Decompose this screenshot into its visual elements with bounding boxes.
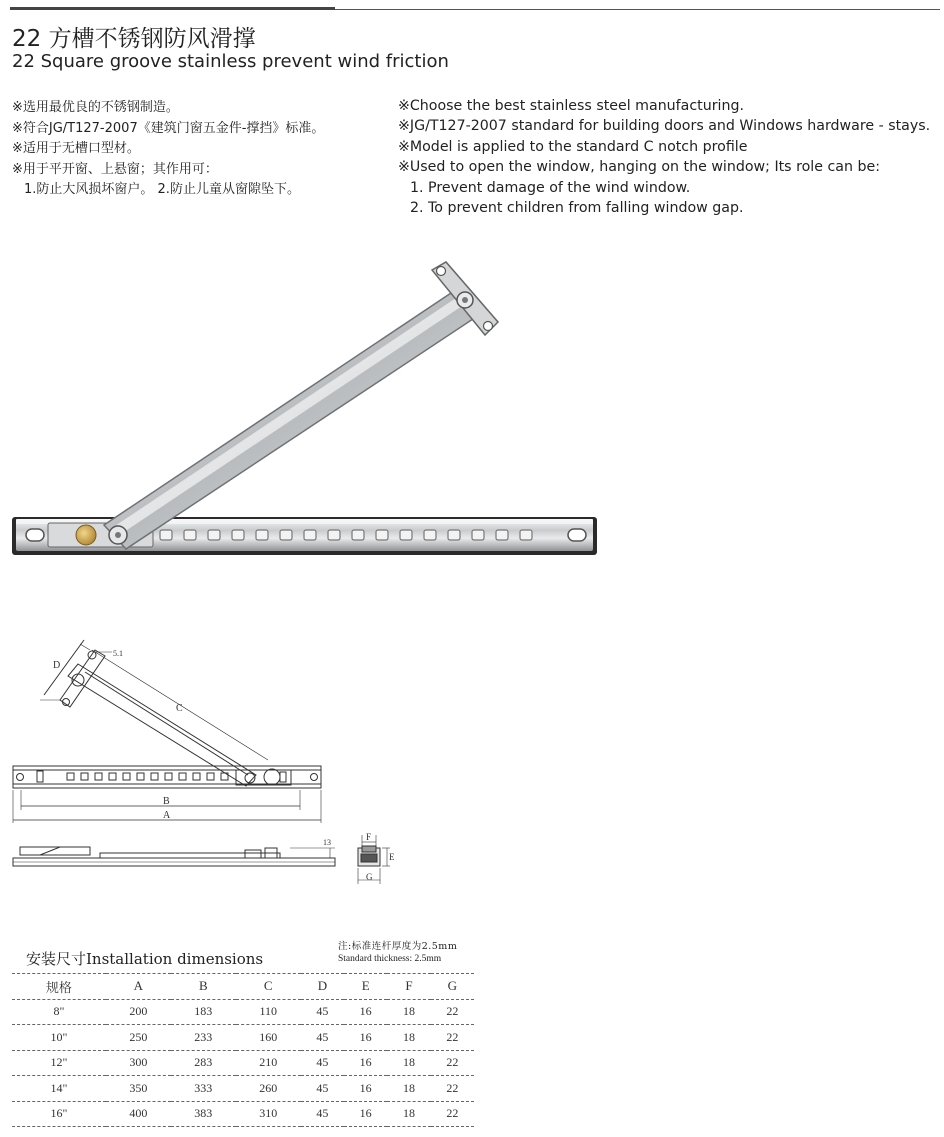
table-cell: 45 [301, 1050, 344, 1076]
table-cell: 45 [301, 1076, 344, 1102]
table-cell: 22 [431, 1076, 474, 1102]
table-cell: 22 [431, 999, 474, 1025]
dim-label-d: D [53, 660, 61, 671]
table-cell: 18 [387, 1101, 430, 1127]
col-header: C [236, 974, 301, 1000]
table-cell: 250 [106, 1025, 171, 1051]
dim-label-c: C [176, 703, 183, 714]
dimensions-table [12, 973, 474, 1127]
table-cell: 160 [236, 1025, 301, 1051]
note-cn-item: ※符合JG/T127-2007《建筑门窗五金件-撑挡》标准。 [12, 120, 325, 136]
table-cell: 16 [344, 1025, 387, 1051]
dim-label-b: B [163, 796, 170, 807]
table-cell: 12" [12, 1050, 106, 1076]
screw-slot-icon [26, 529, 44, 541]
table-row [12, 1101, 474, 1127]
col-header: B [171, 974, 236, 1000]
table-cell: 400 [106, 1101, 171, 1127]
note-en-item: 2. To prevent children from falling window gap. [410, 200, 744, 217]
table-cell: 16 [344, 1101, 387, 1127]
col-header: 规格 [12, 974, 106, 1000]
table-cell: 45 [301, 1101, 344, 1127]
table-cell: 210 [236, 1050, 301, 1076]
col-header: E [344, 974, 387, 1000]
note-en-item: 1. Prevent damage of the wind window. [410, 179, 691, 196]
table-cell: 8" [12, 999, 106, 1025]
table-cell: 14" [12, 1076, 106, 1102]
table-row [12, 1050, 474, 1076]
table-cell: 16 [344, 1050, 387, 1076]
table-cell: 18 [387, 1050, 430, 1076]
dims-title: 安装尺寸Installation dimensions [26, 950, 264, 968]
table-cell: 310 [236, 1101, 301, 1127]
table-cell: 22 [431, 1025, 474, 1051]
dim-label-e: E [389, 852, 395, 862]
table-cell: 18 [387, 999, 430, 1025]
table-cell: 333 [171, 1076, 236, 1102]
table-cell: 45 [301, 1025, 344, 1051]
note-cn-item: ※适用于无槽口型材。 [12, 141, 140, 156]
table-cell: 18 [387, 1025, 430, 1051]
col-header: D [301, 974, 344, 1000]
dim-label-13: 13 [323, 838, 331, 847]
table-cell: 10" [12, 1025, 106, 1051]
note-cn-item: 1.防止大风损坏窗户。 2.防止儿童从窗隙坠下。 [24, 182, 300, 197]
product-photo [12, 262, 597, 555]
table-cell: 110 [236, 999, 301, 1025]
product-title-cn: 22 方槽不锈钢防风滑撑 [12, 26, 256, 52]
table-header-row [12, 974, 474, 1000]
table-cell: 45 [301, 999, 344, 1025]
table-row [12, 1076, 474, 1102]
table-cell: 16 [344, 999, 387, 1025]
table-cell: 183 [171, 999, 236, 1025]
table-cell: 350 [106, 1076, 171, 1102]
col-header: A [106, 974, 171, 1000]
product-title-en: 22 Square groove stainless prevent wind friction [12, 51, 449, 72]
dim-label-5-1: 5.1 [113, 649, 123, 658]
screw-slot-icon [568, 529, 586, 541]
note-cn-item: ※用于平开窗、上悬窗；其作用可： [12, 161, 218, 177]
table-cell: 22 [431, 1050, 474, 1076]
note-en-item: ※Used to open the window, hanging on the window; Its role can be: [398, 159, 880, 176]
brass-rivet-icon [76, 525, 96, 545]
table-row [12, 999, 474, 1025]
note-cn-item: ※选用最优良的不锈钢制造。 [12, 100, 179, 115]
note-en-item: ※Model is applied to the standard C notch profile [398, 138, 748, 155]
col-header: F [387, 974, 430, 1000]
note-en-item: ※Choose the best stainless steel manufacturing. [398, 98, 745, 114]
drawing-section-view [358, 835, 390, 884]
drawing-side-view [13, 847, 335, 866]
thickness-note-en: Standard thickness: 2.5mm [338, 954, 442, 964]
table-cell: 383 [171, 1101, 236, 1127]
table-cell: 200 [106, 999, 171, 1025]
drawing-grooves [67, 773, 228, 780]
dim-label-a: A [163, 810, 171, 821]
dim-label-f: F [366, 832, 372, 842]
col-header: G [431, 974, 474, 1000]
table-cell: 260 [236, 1076, 301, 1102]
table-cell: 300 [106, 1050, 171, 1076]
thickness-note-cn: 注:标准连杆厚度为2.5mm [338, 941, 458, 952]
table-row [12, 1025, 474, 1051]
dim-label-g: G [366, 872, 373, 882]
table-cell: 283 [171, 1050, 236, 1076]
note-en-item: ※JG/T127-2007 standard for building doors and Windows hardware - stays. [398, 118, 931, 135]
table-cell: 18 [387, 1076, 430, 1102]
table-cell: 16" [12, 1101, 106, 1127]
table-cell: 16 [344, 1076, 387, 1102]
table-cell: 22 [431, 1101, 474, 1127]
table-cell: 233 [171, 1025, 236, 1051]
